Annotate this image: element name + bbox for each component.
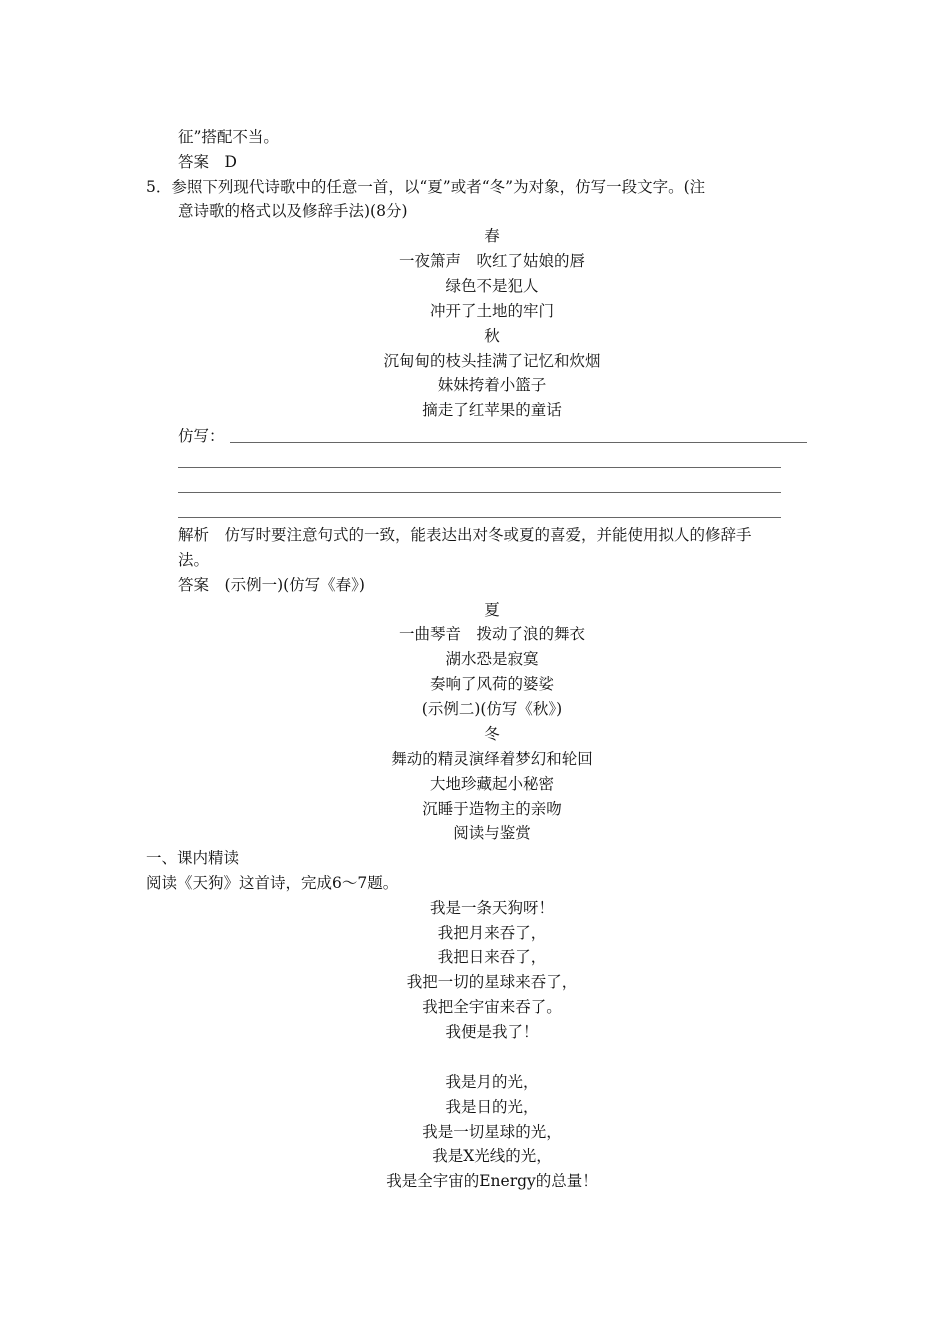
section-subheading: 一、课内精读 <box>146 849 240 867</box>
imitate-label: 仿写： <box>178 427 225 445</box>
poem-dong-line3: 沉睡于造物主的亲吻 <box>422 800 562 818</box>
tiangou-s1-line1: 我是一条天狗呀！ <box>429 899 554 917</box>
tiangou-s1-line2: 我把月来吞了， <box>437 924 547 942</box>
poem-title-chun: 春 <box>484 227 500 245</box>
analysis-line1: 解析 仿写时要注意句式的一致，能表达出对冬或夏的喜爱，并能使用拟人的修辞手 <box>178 526 752 544</box>
poem-qiu-line1: 沉甸甸的枝头挂满了记忆和炊烟 <box>383 352 601 370</box>
section-intro: 阅读《天狗》这首诗，完成6～7题。 <box>146 874 399 892</box>
poem-qiu-line2: 妹妹挎着小篮子 <box>437 376 547 394</box>
answer-example2: (示例二)(仿写《秋》) <box>421 700 563 718</box>
poem-title-qiu: 秋 <box>484 327 500 345</box>
question-number: 5． <box>146 178 172 196</box>
analysis-line2: 法。 <box>178 551 210 569</box>
section-title: 阅读与鉴赏 <box>453 824 531 842</box>
answer-label: 答案 <box>178 576 210 594</box>
poem-title-dong: 冬 <box>484 725 500 743</box>
poem-chun-line1: 一夜箫声 吹红了姑娘的唇 <box>398 252 586 270</box>
poem-chun-line3: 冲开了土地的牢门 <box>429 302 554 320</box>
poem-xia-line3: 奏响了风荷的婆娑 <box>429 675 554 693</box>
answer-line-4[interactable] <box>178 517 781 518</box>
q5-answer: 答案 (示例一)(仿写《春》) <box>178 576 365 594</box>
tiangou-s2-line1: 我是月的光， <box>445 1073 539 1091</box>
q4-answer <box>178 152 237 172</box>
answer-label: 答案 <box>178 153 210 171</box>
tiangou-s2-line4: 我是X光线的光， <box>432 1147 552 1165</box>
tiangou-s2-line5: 我是全宇宙的Energy的总量！ <box>386 1172 598 1190</box>
tiangou-s1-line4: 我把一切的星球来吞了， <box>406 973 578 991</box>
answer-line-2[interactable] <box>178 467 781 468</box>
analysis-label: 解析 <box>178 526 210 544</box>
tiangou-s1-line3: 我把日来吞了， <box>437 948 547 966</box>
poem-title-xia: 夏 <box>484 601 500 619</box>
tiangou-s1-line6: 我便是我了！ <box>445 1023 539 1041</box>
poem-xia-line2: 湖水恐是寂寞 <box>445 650 539 668</box>
answer-line-3[interactable] <box>178 492 781 493</box>
tiangou-s1-line5: 我把全宇宙来吞了。 <box>422 998 562 1016</box>
tiangou-s2-line3: 我是一切星球的光， <box>422 1123 562 1141</box>
poem-dong-line1: 舞动的精灵演绎着梦幻和轮回 <box>391 750 593 768</box>
answer-value: D <box>224 153 237 171</box>
poem-dong-line2: 大地珍藏起小秘密 <box>429 775 554 793</box>
q4-tail-text: 征”搭配不当。 <box>178 128 279 146</box>
poem-qiu-line3: 摘走了红苹果的童话 <box>422 401 562 419</box>
poem-xia-line1: 一曲琴音 拨动了浪的舞衣 <box>398 625 586 643</box>
poem-chun-line2: 绿色不是犯人 <box>445 277 539 295</box>
answer-line-1[interactable] <box>230 442 807 443</box>
q5-prompt-line2: 意诗歌的格式以及修辞手法)(8分) <box>178 202 408 220</box>
tiangou-s2-line2: 我是日的光， <box>445 1098 539 1116</box>
q5-prompt-line1: 5．参照下列现代诗歌中的任意一首，以“夏”或者“冬”为对象，仿写一段文字。(注 <box>146 178 706 196</box>
